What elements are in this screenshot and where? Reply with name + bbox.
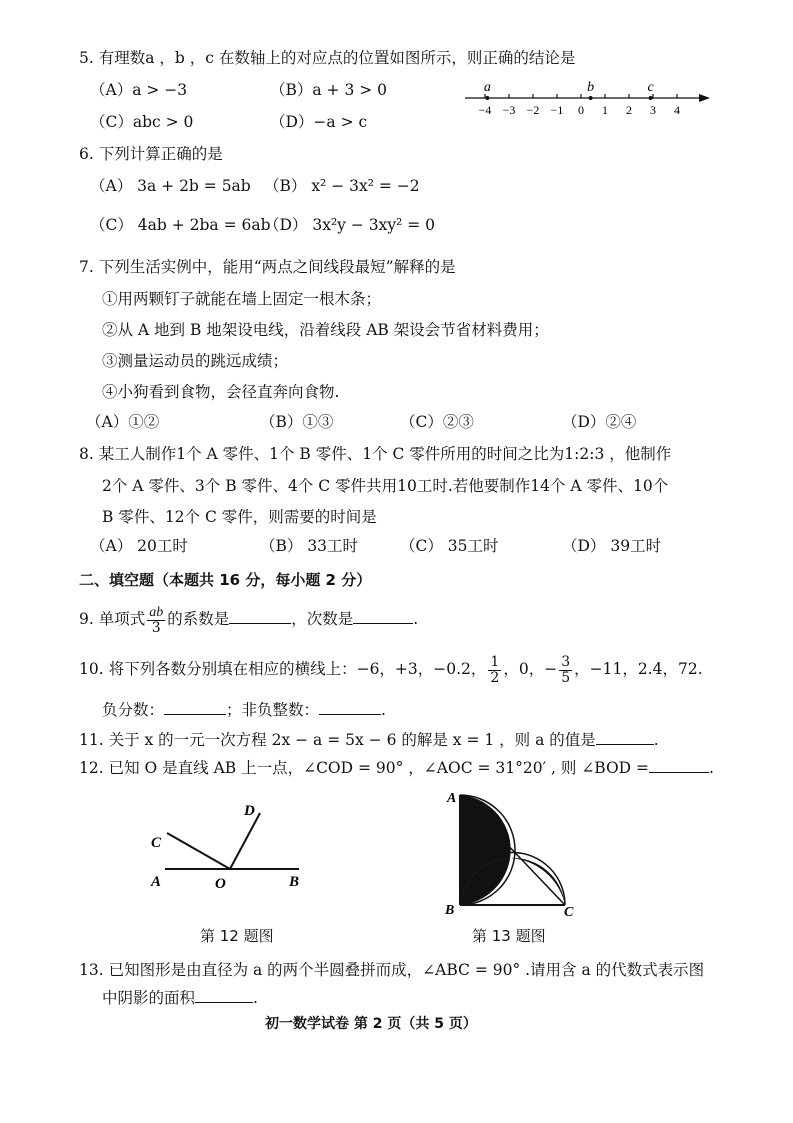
q6-option-b: （B） x² − 3x² = −2 [264, 177, 420, 195]
q6-stem: 6. 下列计算正确的是 [79, 145, 223, 163]
number-line-tick-label: 4 [674, 103, 680, 117]
q7-stem: 7. 下列生活实例中，能用“两点之间线段最短”解释的是 [79, 258, 456, 276]
q9-blank-degree[interactable] [353, 609, 413, 624]
q8-line3: B 零件、12个 C 零件，则需要的时间是 [102, 508, 377, 526]
q8-option-a: （A） 20工时 [90, 537, 188, 555]
q7-item-4: ④小狗看到食物，会径直奔向食物. [102, 383, 340, 401]
label-d: D [244, 803, 255, 819]
q8-option-b: （B） 33工时 [260, 537, 359, 555]
q9-blank-coefficient[interactable] [229, 609, 291, 624]
number-line-tick-label: −3 [502, 103, 516, 117]
q11-blank[interactable] [596, 730, 654, 745]
q13-end: . [253, 989, 258, 1007]
q10-line1 [79, 652, 703, 686]
q11-text: 11. 关于 x 的一元一次方程 2x − a = 5x − 6 的解是 x = 1 ，则 a 的值是 [79, 731, 596, 749]
number-line-tick-label: −4 [478, 103, 492, 117]
label-o: O [215, 876, 226, 892]
number-line-tick-label: −2 [526, 103, 540, 117]
q7-option-b: （B）①③ [260, 413, 334, 431]
q13-text: 中阴影的面积 [102, 989, 196, 1007]
label-b: B [445, 903, 455, 918]
q10-f1-den: 2 [490, 669, 500, 686]
figure-13 [440, 790, 590, 930]
q5-stem: 5. 有理数a ，b ，c 在数轴上的对应点的位置如图所示，则正确的结论是 [79, 49, 576, 67]
q6-option-a: （A） 3a + 2b = 5ab [90, 177, 251, 195]
q6-option-c: （C） 4ab + 2ba = 6ab [90, 216, 271, 234]
page-footer: 初一数学试卷 第 2 页（共 5 页） [265, 1016, 477, 1032]
q9 [79, 604, 418, 636]
number-line-tick-label: 3 [650, 103, 656, 117]
q6-option-d: （D） 3x²y − 3xy² = 0 [264, 216, 436, 234]
number-line-tick-label: 2 [626, 103, 632, 117]
number-line-tick-label: −1 [550, 103, 564, 117]
q11 [79, 730, 659, 750]
q12-text: 12. 已知 O 是直线 AB 上一点，∠COD = 90° ，∠AOC = 31°20′ , 则 ∠BOD = [79, 759, 650, 777]
figure-13-caption: 第 13 题图 [472, 927, 546, 945]
q7-item-2: ②从 A 地到 B 地架设电线，沿着线段 AB 架设会节省材料费用； [102, 321, 549, 339]
q7-option-c: （C）②③ [400, 413, 474, 431]
number-line-point-label-c: c [647, 80, 654, 95]
q10-blank-nonnegative-integers[interactable] [319, 700, 381, 715]
label-a: A [447, 791, 457, 806]
number-line-tick-label: 1 [602, 103, 608, 117]
q9-mid: ，次数是 [291, 610, 354, 628]
q10-f2-den: 5 [561, 669, 571, 686]
q5-option-d: （D）−a > c [270, 113, 368, 131]
figure-12 [145, 800, 345, 900]
filled-petal-right [510, 858, 565, 905]
section-heading: 二、填空题（本题共 16 分，每小题 2 分） [79, 571, 372, 589]
q5-option-c: （C）abc > 0 [90, 113, 194, 131]
q13-line2 [102, 988, 258, 1008]
q10-line2 [102, 700, 386, 720]
number-line-figure [465, 82, 715, 122]
q12 [79, 758, 714, 778]
number-line-point-b [589, 96, 593, 100]
q9-numerator: ab [149, 604, 164, 620]
q10-negative-fractions-label: 负分数： [102, 701, 165, 719]
q11-end: . [653, 731, 659, 749]
ray-oc [167, 833, 230, 869]
figure-12-caption: 第 12 题图 [200, 927, 274, 945]
number-line-point-a [485, 96, 489, 100]
q9-denominator: 3 [151, 619, 161, 636]
q13-line1: 13. 已知图形是由直径为 a 的两个半圆叠拼而成，∠ABC = 90° .请用含 a 的代数式表示图 [79, 961, 705, 979]
q12-blank[interactable] [649, 758, 709, 773]
q9-end: . [413, 610, 419, 628]
q10-post: ，−11，2.4，72. [574, 660, 703, 678]
q10-f1-num: 1 [490, 653, 500, 670]
q10-fraction-1 [488, 655, 501, 686]
number-line-point-label-b: b [587, 80, 595, 95]
q10-mid: ，0，− [503, 660, 558, 678]
q5-option-b: （B）a + 3 > 0 [270, 81, 388, 99]
label-b: B [289, 874, 300, 890]
q9-pre: 9. 单项式 [79, 610, 146, 628]
number-line-point-label-a: a [483, 80, 491, 95]
label-c: C [151, 835, 162, 851]
q10-f2-num: 3 [561, 653, 571, 670]
q10-pre: 10. 将下列各数分别填在相应的横线上：−6，+3，−0.2， [79, 660, 487, 678]
q5-option-a: （A）a > −3 [90, 81, 188, 99]
q7-option-d: （D）②④ [562, 413, 637, 431]
q9-post: 的系数是 [167, 610, 230, 628]
q8-line1: 8. 某工人制作1个 A 零件、1个 B 零件、1个 C 零件所用的时间之比为1:2:3 ，他制作 [79, 445, 672, 463]
q7-option-a: （A）①② [86, 413, 160, 431]
label-a: A [151, 874, 162, 890]
q10-blank-negative-fractions[interactable] [164, 700, 226, 715]
q8-option-d: （D） 39工时 [562, 537, 662, 555]
number-line-point-c [649, 96, 653, 100]
q12-end: . [709, 759, 714, 777]
q9-fraction [147, 605, 165, 636]
q7-item-1: ①用两颗钉子就能在墙上固定一根木条； [102, 290, 382, 308]
q10-nonnegative-integers-label: ；非负整数： [226, 701, 320, 719]
q10-fraction-2 [559, 655, 572, 686]
q13-blank[interactable] [195, 988, 253, 1003]
ray-od [230, 813, 260, 869]
q8-option-c: （C） 35工时 [400, 537, 499, 555]
q8-line2: 2个 A 零件、3个 B 零件、4个 C 零件共用10工时.若他要制作14个 A 零件、10个 [102, 477, 669, 495]
label-c: C [564, 905, 574, 920]
q10-end: . [381, 701, 386, 719]
q7-item-3: ③测量运动员的跳远成绩； [102, 352, 289, 370]
number-line-tick-label: 0 [578, 103, 584, 117]
